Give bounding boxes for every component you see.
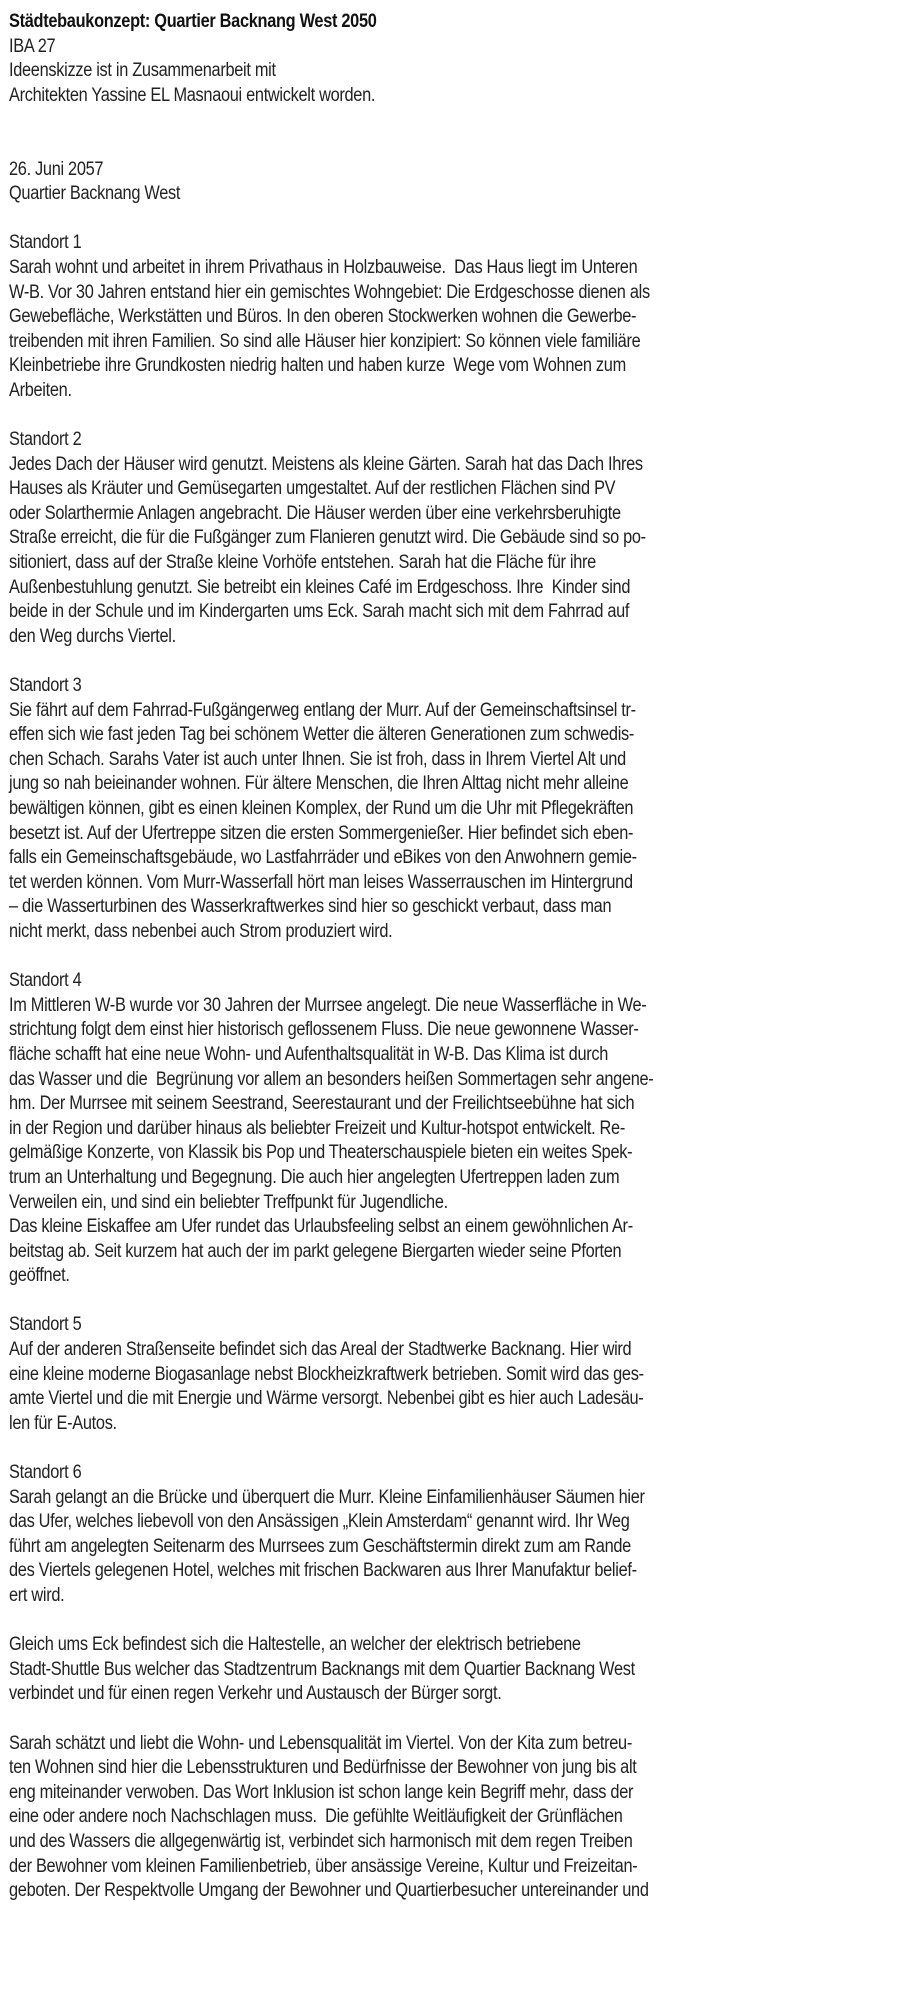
paragraph-text-line: eng miteinander verwoben. Das Wort Inklusion ist schon lange kein Begriff mehr, dass der (9, 1781, 634, 1803)
section-heading: Standort 2 (9, 429, 82, 451)
credit-line: Architekten Yassine EL Masnaoui entwickelt worden. (9, 84, 376, 106)
section-text-line: trum an Unterhaltung und Begegnung. Die auch hier angelegten Ufertreppen laden zum (9, 1166, 620, 1188)
section-text-line: geöffnet. (9, 1265, 70, 1287)
section-heading: Standort 4 (9, 970, 82, 992)
spacer (9, 945, 899, 970)
section-text-line: Auf der anderen Straßenseite befindet sich das Areal der Stadtwerke Backnang. Hier wird (9, 1339, 632, 1361)
paragraph-text-line: geboten. Der Respektvolle Umgang der Bewohner und Quartierbesucher untereinander und (9, 1880, 649, 1902)
section-standort-4 (9, 969, 899, 1313)
section-text-line: Hauses als Kräuter und Gemüsegarten umgestaltet. Auf der restlichen Flächen sind PV (9, 478, 616, 500)
section-text-line: bewältigen können, gibt es einen kleinen Komplex, der Rund um die Uhr mit Pflegekräften (9, 798, 634, 819)
section-text-line: chen Schach. Sarahs Vater ist auch unter Ihnen. Sie ist froh, dass in Ihrem Viertel Alt und (9, 748, 626, 770)
section-heading: Standort 5 (9, 1314, 82, 1336)
paragraph-text-line: Stadt-Shuttle Bus welcher das Stadtzentrum Backnangs mit dem Quartier Backnang West (9, 1658, 635, 1680)
paragraph (9, 1633, 899, 1731)
section-text-line: ert wird. (9, 1585, 65, 1606)
section-text-line: amte Viertel und die mit Energie und Wärme versorgt. Nebenbei gibt es hier auch Ladesäu- (9, 1388, 644, 1410)
section-text-line: Das kleine Eiskaffee am Ufer rundet das Urlaubsfeeling selbst an einem gewöhnlichen Ar- (9, 1216, 633, 1238)
section-text-line: falls ein Gemeinschaftsgebäude, wo Lastfahrräder und eBikes von den Anwohnern gemie- (9, 847, 637, 869)
section-text-line: Verweilen ein, und sind ein beliebter Treffpunkt für Jugendliche. (9, 1191, 448, 1213)
section-standort-2 (9, 428, 899, 674)
spacer (9, 108, 899, 157)
section-text-line: W-B. Vor 30 Jahren entstand hier ein gemischtes Wohngebiet: Die Erdgeschosse dienen als (9, 281, 650, 303)
section-text-line: beide in der Schule und im Kindergarten ums Eck. Sarah macht sich mit dem Fahrrad auf (9, 601, 630, 623)
section-text-line: Jedes Dach der Häuser wird genutzt. Meistens als kleine Gärten. Sarah hat das Dach Ihres (9, 453, 643, 475)
section-text-line: Kleinbetriebe ihre Grundkosten niedrig halten und haben kurze Wege vom Wohnen zum (9, 355, 626, 377)
paragraph-text-line: der Bewohner vom kleinen Familienbetrieb, über ansässige Vereine, Kultur und Freizeitan- (9, 1855, 638, 1877)
section-text-line: tet werden können. Vom Murr-Wasserfall hört man leises Wasserrauschen im Hintergrund (9, 871, 633, 893)
spacer (9, 1436, 899, 1461)
section-text-line: des Viertels gelegenen Hotel, welches mit frischen Backwaren aus Ihrer Manufaktur belief- (9, 1560, 637, 1582)
section-text-line: Im Mittleren W-B wurde vor 30 Jahren der Murrsee angelegt. Die neue Wasserfläche in We- (9, 994, 647, 1016)
section-text-line: len für E-Autos. (9, 1412, 117, 1434)
section-text-line: Außenbestuhlung genutzt. Sie betreibt ein kleines Café im Erdgeschoss. Ihre Kinder sind (9, 576, 631, 598)
section-text-line: treibenden mit ihren Familien. So sind alle Häuser hier konzipiert: So können viele familiäre (9, 330, 641, 352)
section-text-line: gelmäßige Konzerte, von Klassik bis Pop und Theaterschauspiele bieten ein weites Spek- (9, 1142, 633, 1164)
document-subtitle: IBA 27 (9, 35, 56, 57)
section-heading: Standort 1 (9, 232, 82, 254)
section-text-line: oder Solarthermie Anlagen angebracht. Die Häuser werden über eine verkehrsberuhigte (9, 502, 621, 524)
sections-container (9, 231, 899, 1633)
section-heading: Standort 6 (9, 1462, 82, 1484)
section-text-line: sitioniert, dass auf der Straße kleine Vorhöfe entstehen. Sarah hat die Fläche für ihre (9, 552, 596, 574)
section-text-line: Arbeiten. (9, 379, 72, 401)
spacer (9, 404, 899, 429)
section-text-line: das Ufer, welches liebevoll von den Ansässigen „Klein Amsterdam“ genannt wird. Ihr Weg (9, 1511, 630, 1533)
dateline-date: 26. Juni 2057 (9, 158, 104, 180)
paragraph-text-line: Sarah schätzt und liebt die Wohn- und Lebensqualität im Viertel. Von der Kita zum betreu- (9, 1732, 632, 1754)
section-text-line: – die Wasserturbinen des Wasserkraftwerkes sind hier so geschickt verbaut, dass man (9, 896, 612, 918)
section-text-line: jung so nah beieinander wohnen. Für ältere Menschen, die Ihren Alttag nicht mehr alleine (9, 773, 629, 795)
section-text-line: Sie fährt auf dem Fahrrad-Fußgängerweg entlang der Murr. Auf der Gemeinschaftsinsel tr- (9, 699, 636, 721)
paragraph-text-line: und des Wassers die allgegenwärtig ist, verbindet sich harmonisch mit dem regen Treiben (9, 1830, 633, 1852)
section-standort-6 (9, 1461, 899, 1633)
paragraph-text-line: eine oder andere noch Nachschlagen muss. Die gefühlte Weitläufigkeit der Grünflächen (9, 1806, 623, 1828)
section-text-line: Gewebefläche, Werkstätten und Büros. In den oberen Stockwerken wohnen die Gewerbe- (9, 306, 637, 328)
spacer (9, 1289, 899, 1314)
spacer (9, 1707, 899, 1732)
section-text-line: führt am angelegten Seitenarm des Murrsees zum Geschäftstermin direkt zum am Rande (9, 1535, 631, 1557)
section-text-line: nicht merkt, dass nebenbei auch Strom produziert wird. (9, 920, 393, 942)
paragraph (9, 1732, 899, 1904)
section-standort-3 (9, 674, 899, 969)
dateline-place: Quartier Backnang West (9, 183, 181, 205)
credit-line: Ideenskizze ist in Zusammenarbeit mit (9, 60, 276, 82)
section-text-line: hm. Der Murrsee mit seinem Seestrand, Seerestaurant und der Freilichtseebühne hat sich (9, 1093, 635, 1115)
section-text-line: den Weg durchs Viertel. (9, 625, 176, 647)
paragraph-text-line: Gleich ums Eck befindest sich die Haltestelle, an welcher der elektrisch betriebene (9, 1634, 581, 1656)
section-text-line: fläche schafft hat eine neue Wohn- und Aufenthaltsqualität in W-B. Das Klima ist durch (9, 1043, 609, 1065)
section-text-line: Straße erreicht, die für die Fußgänger zum Flanieren genutzt wird. Die Gebäude sind so po- (9, 527, 646, 549)
section-standort-5 (9, 1313, 899, 1461)
section-heading: Standort 3 (9, 675, 82, 697)
spacer (9, 649, 899, 674)
section-text-line: Sarah gelangt an die Brücke und überquert die Murr. Kleine Einfamilienhäuser Säumen hier (9, 1486, 645, 1508)
document-title: Städtebaukonzept: Quartier Backnang West 2050 (9, 11, 377, 32)
document (9, 10, 899, 1904)
paragraph-text-line: ten Wohnen sind hier die Lebensstrukturen und Bedürfnisse der Bewohner von jung bis alt (9, 1757, 637, 1779)
spacer (9, 1609, 899, 1634)
section-text-line: effen sich wie fast jeden Tag bei schönem Wetter die älteren Generationen zum schwedis- (9, 724, 635, 746)
closing-paragraphs (9, 1633, 899, 1904)
section-text-line: Sarah wohnt und arbeitet in ihrem Privathaus in Holzbauweise. Das Haus liegt im Unteren (9, 256, 638, 278)
section-text-line: in der Region und darüber hinaus als beliebter Freizeit und Kultur-hotspot entwickelt. Re- (9, 1117, 625, 1139)
section-text-line: besetzt ist. Auf der Ufertreppe sitzen die ersten Sommergenießer. Hier befindet sich eben- (9, 822, 634, 844)
spacer (9, 207, 899, 232)
section-standort-1 (9, 231, 899, 428)
section-text-line: strichtung folgt dem einst hier historisch geflossenem Fluss. Die neue gewonnene Wasser- (9, 1019, 639, 1041)
paragraph-text-line: verbindet und für einen regen Verkehr und Austausch der Bürger sorgt. (9, 1683, 502, 1705)
section-text-line: beitstag ab. Seit kurzem hat auch der im parkt gelegene Biergarten wieder seine Pforten (9, 1240, 622, 1262)
section-text-line: das Wasser und die Begrünung vor allem an besonders heißen Sommertagen sehr angene- (9, 1068, 654, 1090)
section-text-line: eine kleine moderne Biogasanlage nebst Blockheizkraftwerk betrieben. Somit wird das ges- (9, 1363, 644, 1385)
